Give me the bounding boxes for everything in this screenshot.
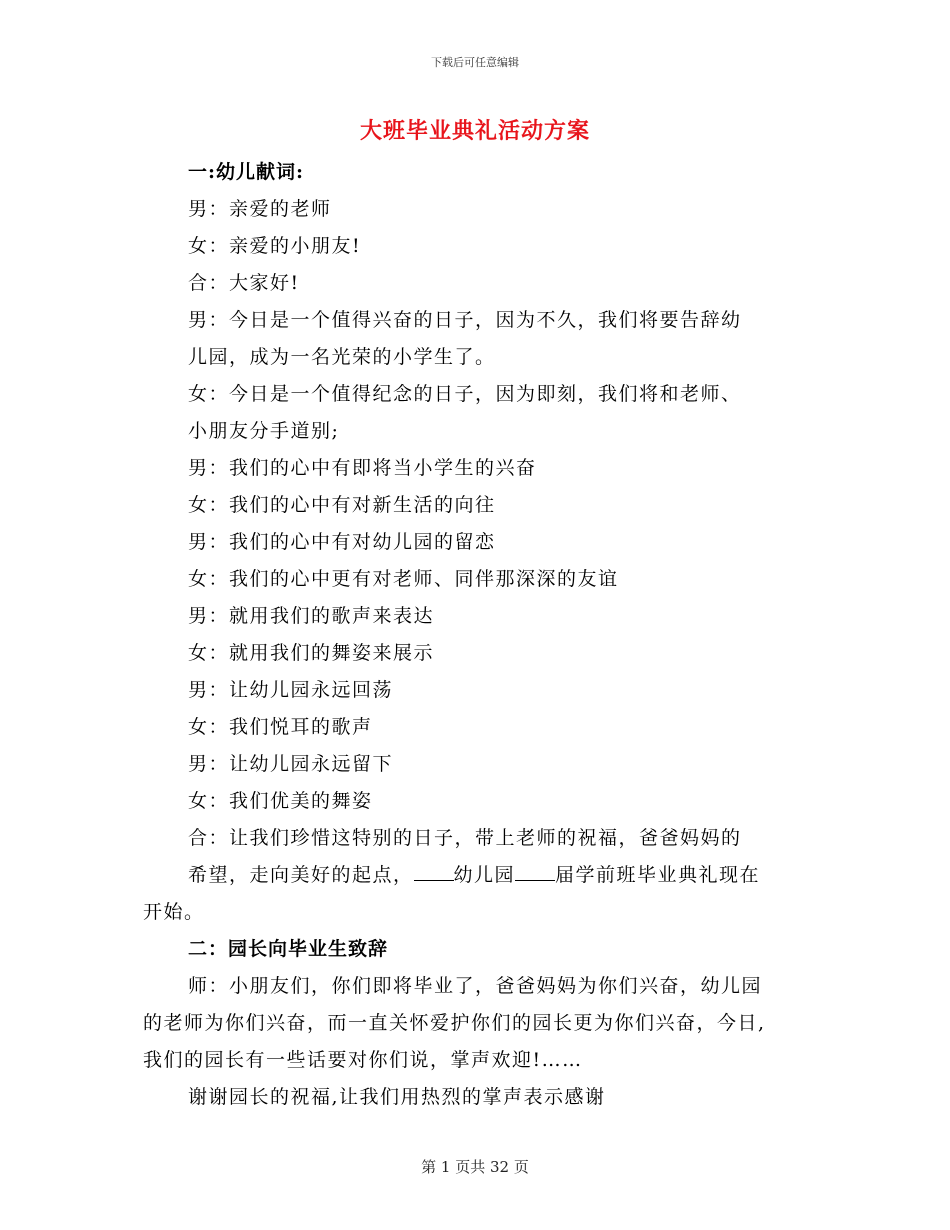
document-title: 大班毕业典礼活动方案 xyxy=(359,118,590,144)
dialogue-line: 女：就用我们的舞姿来展示 xyxy=(188,642,435,664)
dialogue-line: 女：我们的心中更有对老师、同伴那深深的友谊 xyxy=(188,568,619,590)
dialogue-line: 女：我们的心中有对新生活的向往 xyxy=(188,494,496,516)
dialogue-line: 男：就用我们的歌声来表达 xyxy=(188,605,435,627)
dialogue-line: 男：我们的心中有对幼儿园的留恋 xyxy=(188,531,496,553)
dialogue-line: 小朋友分手道别; xyxy=(188,420,340,442)
dialogue-line: 开始。 xyxy=(143,901,205,923)
dialogue-line: 儿园，成为一名光荣的小学生了。 xyxy=(188,346,496,368)
hope-text-a: 希望，走向美好的起点， xyxy=(188,864,414,886)
dialogue-line-with-blanks xyxy=(143,857,808,894)
thanks-line: 谢谢园长的祝福,让我们用热烈的掌声表示感谢 xyxy=(188,1086,606,1108)
dialogue-line: 合：大家好! xyxy=(188,272,300,294)
section-heading-2: 二：园长向毕业生致辞 xyxy=(188,938,389,960)
dialogue-line: 女：我们悦耳的歌声 xyxy=(188,716,373,738)
dialogue-line: 男：让幼儿园永远留下 xyxy=(188,753,394,775)
dialogue-line: 女：今日是一个值得纪念的日子，因为即刻，我们将和老师、 xyxy=(188,383,742,405)
dialogue-line: 男：今日是一个值得兴奋的日子，因为不久，我们将要告辞幼 xyxy=(188,309,742,331)
teacher-line: 师：小朋友们，你们即将毕业了，爸爸妈妈为你们兴奋，幼儿园 xyxy=(188,975,763,997)
fill-blank xyxy=(515,864,555,881)
teacher-line: 我们的园长有一些话要对你们说，掌声欢迎!…… xyxy=(143,1049,583,1071)
dialogue-line: 男：亲爱的老师 xyxy=(188,198,332,220)
dialogue-line: 男：让幼儿园永远回荡 xyxy=(188,679,394,701)
dialogue-line: 合：让我们珍惜这特别的日子，带上老师的祝福，爸爸妈妈的 xyxy=(188,827,742,849)
dialogue-line: 女：我们优美的舞姿 xyxy=(188,790,373,812)
section-heading-1: 一:幼儿献词: xyxy=(188,161,305,183)
document-body xyxy=(143,154,808,1116)
hope-text-c: 届学前班毕业典礼现在 xyxy=(555,864,761,886)
dialogue-line: 女：亲爱的小朋友! xyxy=(188,235,362,257)
teacher-line: 的老师为你们兴奋，而一直关怀爱护你们的园长更为你们兴奋，今日, xyxy=(143,1012,766,1034)
dialogue-line: 男：我们的心中有即将当小学生的兴奋 xyxy=(188,457,537,479)
page-header: 下载后可任意编辑 xyxy=(431,56,519,69)
fill-blank xyxy=(414,864,454,881)
hope-text-b: 幼儿园 xyxy=(453,864,516,886)
page-footer: 第 1 页共 32 页 xyxy=(421,1158,529,1176)
